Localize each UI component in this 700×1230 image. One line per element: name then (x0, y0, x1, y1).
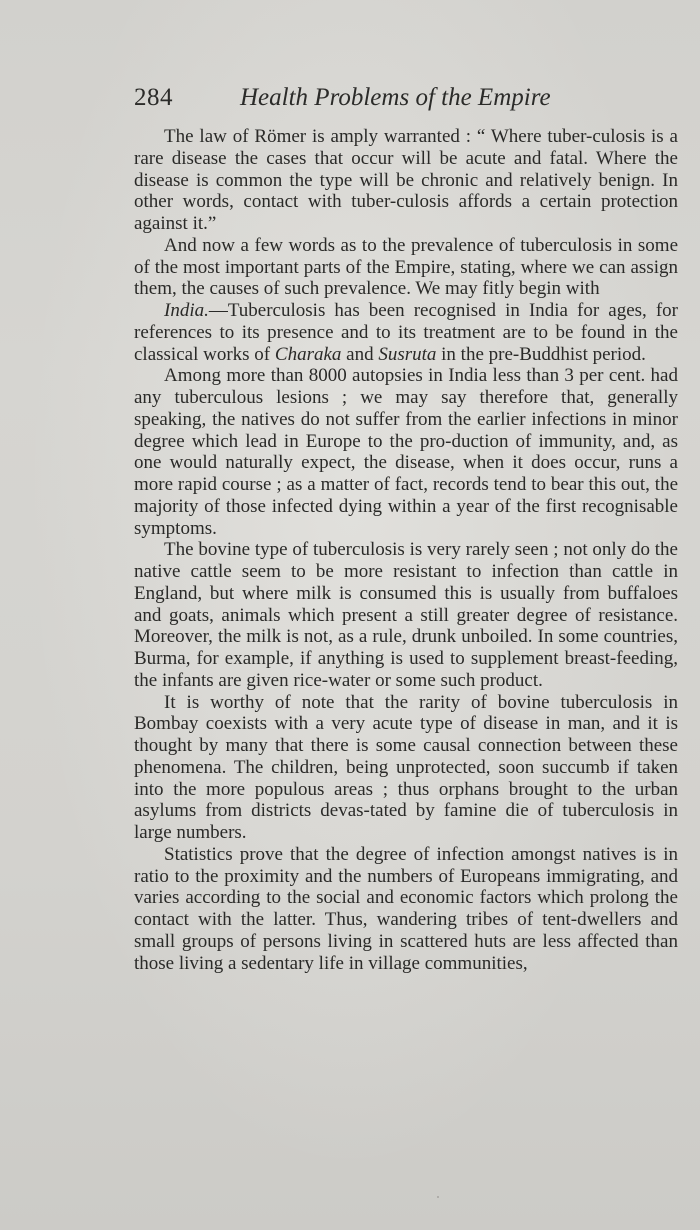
work-title-susruta: Susruta (378, 343, 437, 365)
page-number: 284 (134, 84, 173, 111)
paragraph-india-text-3: in the pre-Buddhist period. (436, 343, 646, 365)
paragraph-bovine-type: The bovine type of tuberculosis is very rarely seen ; not only do the native cattle seem to be more resistant to infection than cattle in England, but where milk is consumed this is usually from buffaloes and goats, animals which present a still greater degree of resistance. Moreover, the milk is not, as a rule, drunk unboiled. In some countries, Burma, for example, if anything is used to supplement breast-feeding, the infants are given rice-water or some such product. (134, 539, 678, 691)
page-header (134, 84, 679, 124)
body-text (134, 126, 678, 974)
section-heading-india: India. (164, 300, 209, 321)
paper-speck (437, 1196, 439, 1198)
work-title-charaka: Charaka (274, 343, 342, 365)
paragraph-romer-law: The law of Römer is amply warranted : “ Where tuber-culosis is a rare disease the cases that occur will be acute and fatal. Where the disease is common the type will be chronic and relatively benign. In other words, contact with tuber-culosis affords a certain protection against it.” (134, 126, 678, 234)
paragraph-prevalence-intro: And now a few words as to the prevalence of tuberculosis in some of the most important parts of the Empire, stating, where we can assign them, the causes of such prevalence. We may fitly begin with (134, 234, 678, 300)
running-title: Health Problems of the Empire (240, 84, 551, 111)
paragraph-autopsies: Among more than 8000 autopsies in India less than 3 per cent. had any tuberculous lesions ; we may say therefore that, generally speaking, the natives do not suffer from the earlier infections in minor degree which lead in Europe to the pro-duction of immunity, and, as one would naturally expect, the disease, when it does occur, runs a more rapid course ; as a matter of fact, records tend to bear this out, the majority of those infected dying within a year of the first recognisable symptoms. (134, 365, 678, 539)
paragraph-india-text-2: and (341, 343, 379, 365)
paragraph-bombay: It is worthy of note that the rarity of bovine tuberculosis in Bombay coexists with a very acute type of disease in man, and it is thought by many that there is some causal connection between these phenomena. The children, being unprotected, soon succumb if taken into the more populous areas ; thus orphans brought to the urban asylums from districts devas-tated by famine die of tuberculosis in large numbers. (134, 691, 678, 843)
paragraph-india-text-1: —Tuberculosis has been recognised in India for ages, for references to its presence and to its treatment are to be found in the classical works of (134, 300, 678, 365)
paragraph-india (134, 300, 678, 365)
paragraph-statistics: Statistics prove that the degree of infection amongst natives is in ratio to the proximity and the numbers of Europeans immigrating, and varies according to the social and economic factors which prolong the contact with the latter. Thus, wandering tribes of tent-dwellers and small groups of persons living in scattered huts are less affected than those living a sedentary life in village communities, (134, 843, 678, 974)
